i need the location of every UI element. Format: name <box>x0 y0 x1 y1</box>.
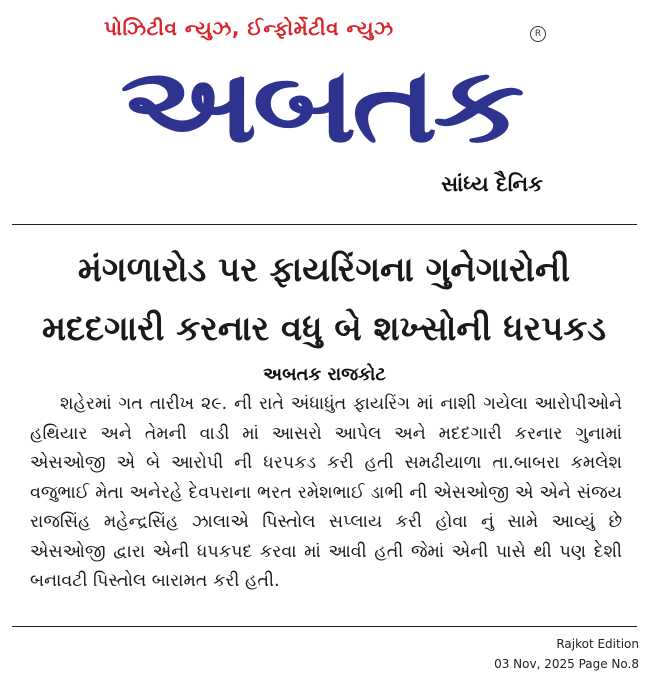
edition-info <box>494 634 639 674</box>
edition-name: Rajkot Edition <box>556 637 639 651</box>
edition-date-page: 03 Nov, 2025 Page No.8 <box>494 657 639 671</box>
registered-trademark-icon: R <box>530 26 546 42</box>
bottom-divider <box>12 626 637 627</box>
headline-line-1: મંગળારોડ પર ફાયરિંગના ગુનેગારોની <box>77 250 571 290</box>
byline: અબતક રાજકોટ <box>263 364 386 385</box>
masthead-subtitle: સાંધ્ય દૈનિક <box>441 172 543 196</box>
masthead-tagline: પોઝિટીવ ન્યુઝ, ઈન્ફોર્મેટીવ ન્યુઝ <box>104 16 394 40</box>
masthead <box>0 0 649 215</box>
article-body-text: શહેરમાં ગત તારીખ ૨૯. ની રાતે અંધાધુંત ફાયરિંગ માં નાશી ગયેલા આરોપીઓને હથિયાર અને તેમની વાડી માં આસરો આપેલ અને મદદગારી કરનાર ગુનામાં એસઓજી એ બે આરોપી ની ધરપકડ કરી હતી સમઢીયાળા તા.બાબરા કમલેશ વજુભાઈ મેતા અનેરહે દેવપરાના ભરત રમેશભાઈ ડાભી ની એસઓજી એ એને સંજય રાજસિંહ મહેન્દ્રસિંહ ઝાલાએ પિસ્તોલ સપ્લાય કરી હોવા નું સામે આવ્યું છે એસઓજી દ્વારા એની ધપકપદ કરવા માં આવી હતી જેમાં એની પાસે થી પણ દેશી બનાવટી પિસ્તોલ બારામત કરી હતી. <box>30 394 622 591</box>
headline-line-2: મદદગારી કરનાર વધુ બે શખ્સોની ધરપકડ <box>41 309 606 349</box>
top-divider <box>12 224 637 225</box>
newspaper-logo: અબતક <box>120 44 520 166</box>
article-body <box>30 390 622 597</box>
